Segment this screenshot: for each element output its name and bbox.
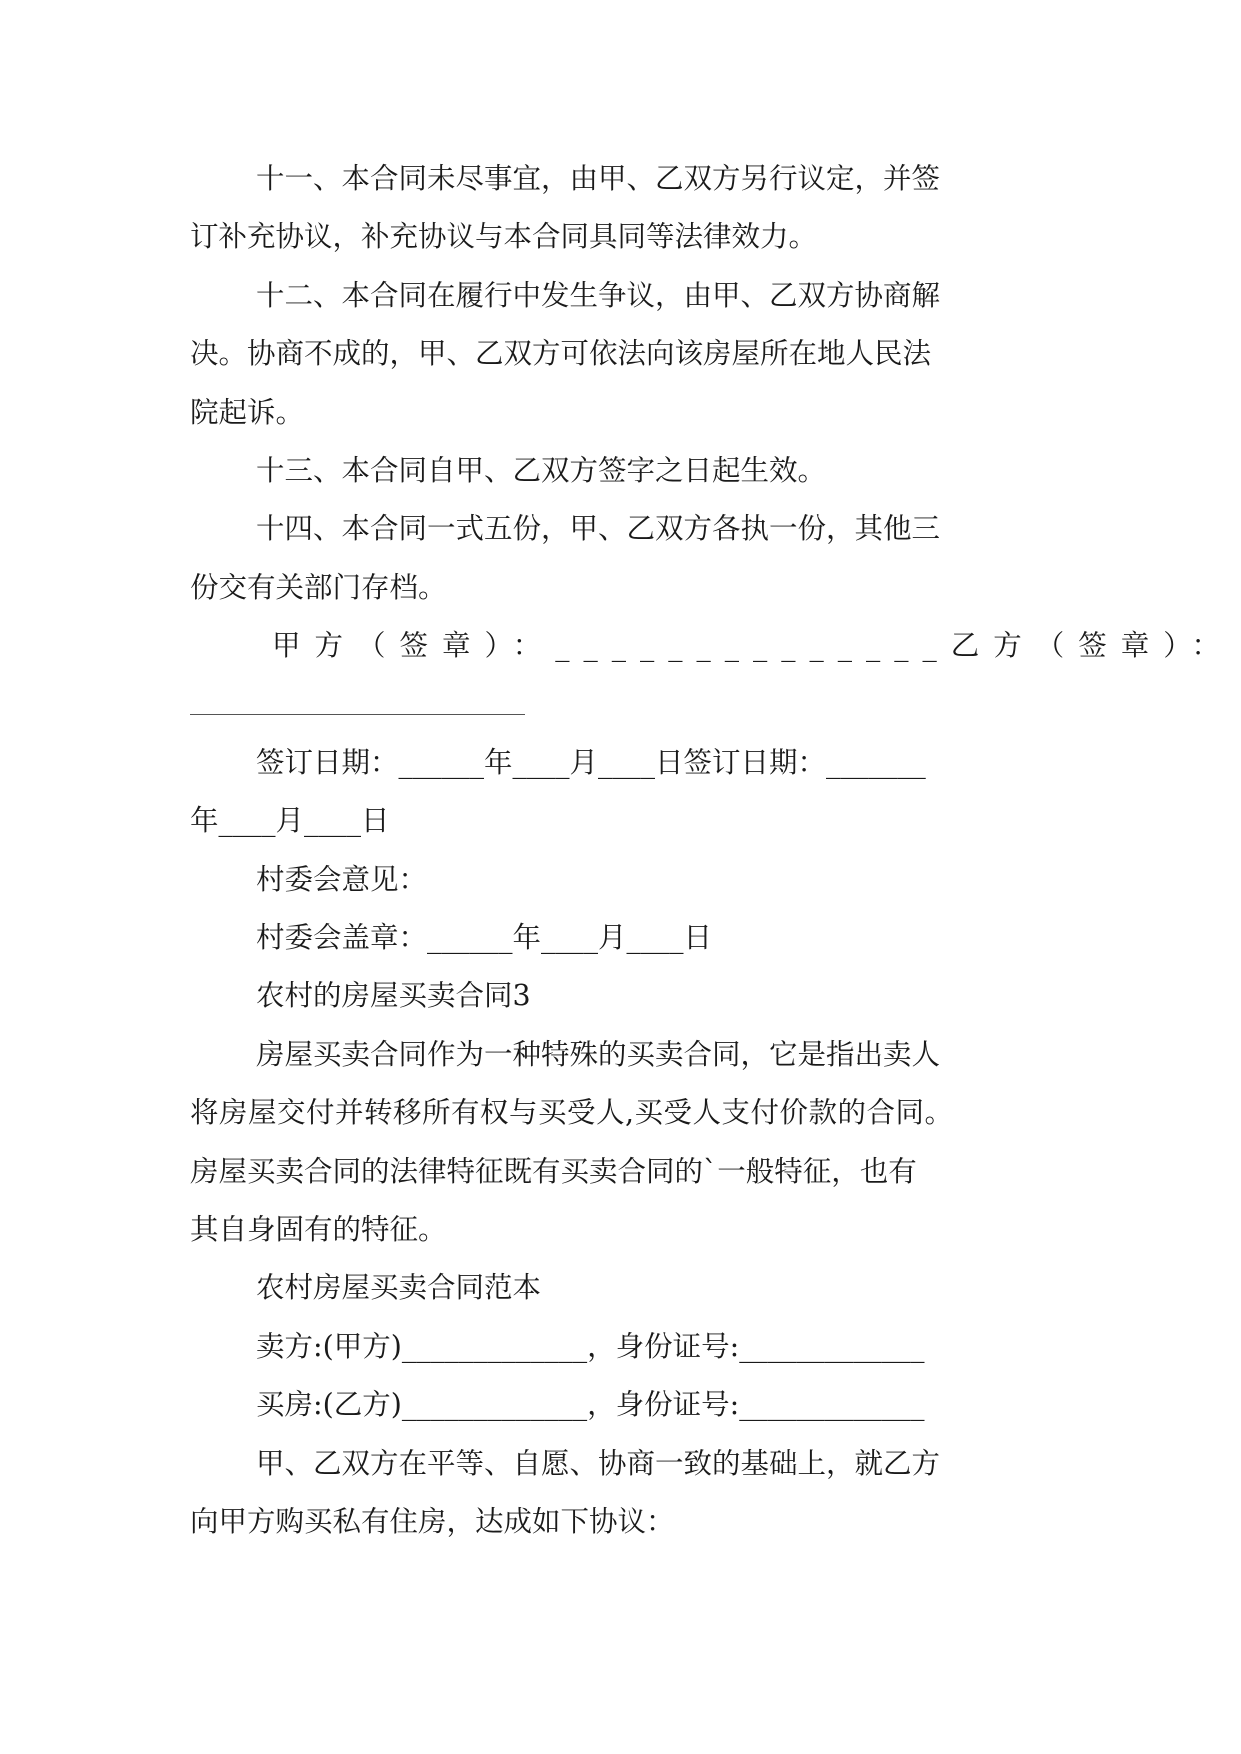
signature-blank-line [190,676,1050,734]
sign-date-line-2: 年____月____日 [190,804,390,838]
seller-line: 卖方:(甲方)_____________，身份证号:_____________ [256,1329,925,1363]
clause-13-line: 十三、本合同自甲、乙双方签字之日起生效。 [256,453,827,487]
agreement-line-2: 向甲方购买私有住房，达成如下协议： [190,1504,675,1538]
signature-underline [190,714,525,715]
clause-12-line-1: 十二、本合同在履行中发生争议，由甲、乙双方协商解 [256,278,941,312]
intro-line-2: 将房屋交付并转移所有权与买受人,买受人支付价款的合同。 [190,1096,954,1130]
sign-date-line-1: 签订日期：______年____月____日签订日期：_______ [256,745,926,779]
agreement-line-1: 甲、乙双方在平等、自愿、协商一致的基础上，就乙方 [256,1446,941,1480]
clause-12-line-3: 院起诉。 [190,395,305,429]
clause-14-line-1: 十四、本合同一式五份，甲、乙双方各执一份，其他三 [256,512,941,546]
clause-11-line-2: 订补充协议，补充协议与本合同具同等法律效力。 [190,220,818,254]
buyer-line: 买房:(乙方)_____________，身份证号:_____________ [256,1388,925,1422]
signature-line: 甲方（签章）：______________乙方（签章）： [272,629,1235,663]
clause-12-line-2: 决。协商不成的，甲、乙双方可依法向该房屋所在地人民法 [190,337,932,371]
intro-line-1: 房屋买卖合同作为一种特殊的买卖合同，它是指出卖人 [256,1037,941,1071]
village-opinion-line: 村委会意见： [256,862,428,896]
intro-line-3: 房屋买卖合同的法律特征既有买卖合同的`一般特征，也有 [190,1154,917,1188]
document-body [190,150,1235,1551]
intro-line-4: 其自身固有的特征。 [190,1213,447,1247]
clause-14-line-2: 份交有关部门存档。 [190,570,447,604]
village-seal-line: 村委会盖章：______年____月____日 [256,921,713,955]
template-title: 农村房屋买卖合同范本 [256,1271,542,1305]
clause-11-line-1: 十一、本合同未尽事宜，由甲、乙双方另行议定，并签 [256,162,941,195]
section-title-contract-3: 农村的房屋买卖合同3 [256,979,531,1013]
